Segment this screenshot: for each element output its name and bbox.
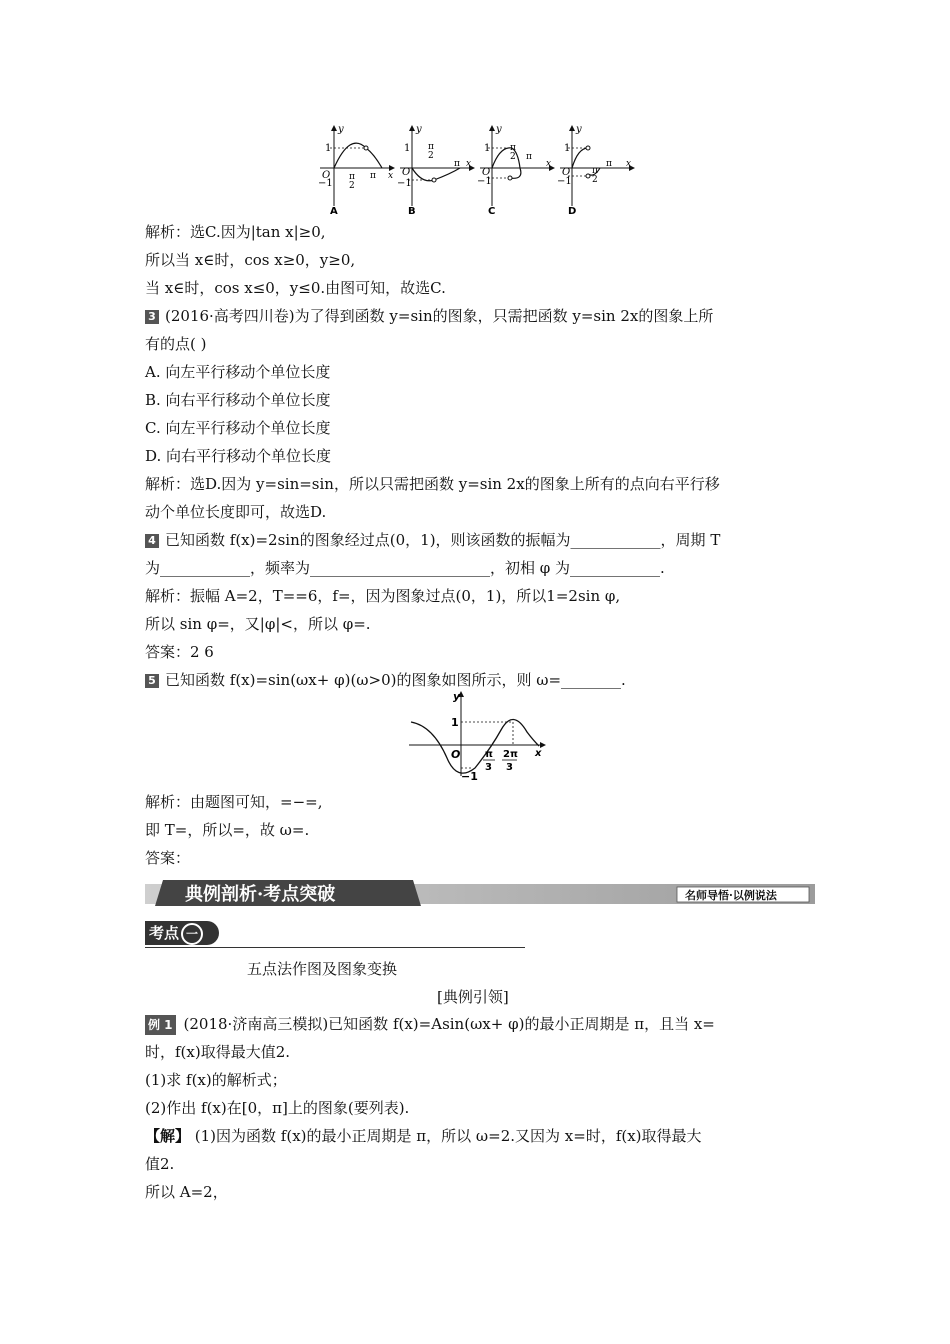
svg-text:y: y <box>338 124 344 135</box>
q2-solution-line-3: 当 x∈时，cos x≤0，y≤0.由图可知，故选C. <box>145 279 446 297</box>
svg-text:O: O <box>322 170 331 181</box>
svg-text:π: π <box>428 142 434 152</box>
example1-solution-text: (1)因为函数 f(x)的最小正周期是 π，所以 ω=2.又因为 x=时，f(x)取得最大 <box>190 1127 702 1145</box>
q3-solution-line-1: 解析：选D.因为 y=sin=sin，所以只需把函数 y=sin 2x的图象上所有的点向右平行移 <box>145 475 720 493</box>
svg-text:−1: −1 <box>461 770 478 780</box>
q5-sine-graph <box>405 688 555 780</box>
solution-label: 【解】 <box>145 1127 191 1145</box>
svg-text:1: 1 <box>451 716 459 729</box>
q4-answer: 答案：2 6 <box>145 643 214 661</box>
svg-text:3: 3 <box>506 762 513 773</box>
svg-text:y: y <box>576 124 582 135</box>
q5-answer: 答案： <box>145 849 191 867</box>
svg-text:x: x <box>535 748 542 759</box>
svg-text:D: D <box>568 206 577 217</box>
svg-text:C: C <box>488 206 496 217</box>
example1-stem-line-2: 时，f(x)取得最大值2. <box>145 1043 291 1061</box>
svg-text:π: π <box>606 159 612 169</box>
svg-text:π: π <box>454 159 460 169</box>
svg-text:−1: −1 <box>557 176 572 187</box>
q4-stem-line-1 <box>145 530 720 550</box>
kaodian-label: 考点 <box>149 924 180 942</box>
svg-text:π: π <box>485 749 493 760</box>
question-number-badge: 4 <box>145 534 159 548</box>
section-title: 五点法作图及图象变换 <box>247 960 398 978</box>
kaodian-number: 一 <box>181 923 203 945</box>
option-graphs-figure <box>310 118 650 218</box>
svg-text:π: π <box>510 143 516 153</box>
svg-text:1: 1 <box>484 143 491 154</box>
svg-text:x: x <box>626 159 632 169</box>
q3-stem-line-2: 有的点( ) <box>145 335 207 353</box>
q3-stem-text: (2016·高考四川卷)为了得到函数 y=sin的图象，只需把函数 y=sin 2x的图象上所 <box>165 307 714 325</box>
banner-title: 典例剖析·考点突破 <box>185 884 336 905</box>
graph-a <box>318 124 394 217</box>
svg-text:−1: −1 <box>318 178 333 189</box>
graph-c <box>477 124 554 217</box>
svg-text:y: y <box>496 124 502 135</box>
q3-solution-line-2: 动个单位长度即可，故选D. <box>145 503 327 521</box>
q3-stem-line-1 <box>145 306 713 326</box>
q4-stem-text: 已知函数 f(x)=2sin的图象经过点(0，1)，则该函数的振幅为____________，周期 T <box>165 531 721 549</box>
svg-text:−1: −1 <box>397 178 412 189</box>
example1-part-2: (2)作出 f(x)在[0，π]上的图象(要列表). <box>145 1099 410 1117</box>
graph-d <box>557 124 634 217</box>
question-number-badge: 3 <box>145 310 159 324</box>
example1-stem-text: (2018·济南高三模拟)已知函数 f(x)=Asin(ωx+ φ)的最小正周期是 π，且当 x= <box>183 1015 715 1033</box>
svg-text:2π: 2π <box>503 749 518 760</box>
q3-option-b: B. 向右平行移动个单位长度 <box>145 391 331 409</box>
svg-text:2: 2 <box>510 152 516 162</box>
kaodian-tag <box>145 921 219 945</box>
svg-text:2: 2 <box>349 181 355 191</box>
svg-text:1: 1 <box>404 143 411 154</box>
svg-text:y: y <box>453 690 461 703</box>
section-banner <box>145 880 815 906</box>
q2-solution-line-2: 所以当 x∈时，cos x≥0，y≥0, <box>145 251 356 269</box>
svg-text:B: B <box>408 206 416 217</box>
svg-text:A: A <box>330 206 338 217</box>
svg-text:2: 2 <box>428 151 434 161</box>
q5-solution-line-2: 即 T=，所以=，故 ω=. <box>145 821 310 839</box>
svg-text:π: π <box>592 166 598 176</box>
example1-solution-line-2: 值2. <box>145 1155 175 1173</box>
example1-part-1: (1)求 f(x)的解析式； <box>145 1071 287 1089</box>
svg-text:x: x <box>546 159 552 169</box>
example-tag: 例 1 <box>145 1015 176 1035</box>
q5-solution-line-1: 解析：由题图可知，=−=, <box>145 793 323 811</box>
example1-solution-line-3: 所以 A=2， <box>145 1183 228 1201</box>
svg-text:O: O <box>482 167 491 178</box>
svg-text:1: 1 <box>325 143 332 154</box>
section-rule <box>145 947 525 948</box>
example1-stem-line-1 <box>145 1014 715 1035</box>
q4-solution-line-2: 所以 sin φ=，又|φ|<，所以 φ=. <box>145 615 371 633</box>
svg-text:O: O <box>562 167 571 178</box>
graph-b <box>397 124 474 217</box>
svg-text:π: π <box>370 171 376 181</box>
svg-text:O: O <box>402 167 411 178</box>
banner-right-tag: 名师导悟·以例说法 <box>685 889 777 902</box>
q4-solution-line-1: 解析：振幅 A=2，T==6，f=，因为图象过点(0，1)，所以1=2sin φ, <box>145 587 621 605</box>
q3-option-c: C. 向左平行移动个单位长度 <box>145 419 331 437</box>
q2-solution-line-1: 解析：选C.因为|tan x|≥0, <box>145 223 326 241</box>
q3-option-a: A. 向左平行移动个单位长度 <box>145 363 331 381</box>
q5-stem <box>145 670 626 690</box>
example1-solution-line-1 <box>145 1126 702 1146</box>
svg-text:x: x <box>388 171 394 181</box>
svg-text:2: 2 <box>592 175 598 185</box>
q3-option-d: D. 向右平行移动个单位长度 <box>145 447 332 465</box>
svg-text:x: x <box>466 159 472 169</box>
svg-text:O: O <box>451 748 461 761</box>
svg-text:π: π <box>349 172 355 182</box>
svg-text:−1: −1 <box>477 176 492 187</box>
svg-text:3: 3 <box>485 762 492 773</box>
svg-text:1: 1 <box>564 143 571 154</box>
question-number-badge: 5 <box>145 674 159 688</box>
q5-stem-text: 已知函数 f(x)=sin(ωx+ φ)(ω>0)的图象如图所示，则 ω=________. <box>165 671 626 689</box>
q4-stem-line-2: 为____________，频率为________________________，初相 φ 为____________. <box>145 559 665 577</box>
svg-text:y: y <box>416 124 422 135</box>
svg-text:π: π <box>526 152 532 162</box>
section-subtitle: [典例引领] <box>437 988 509 1006</box>
